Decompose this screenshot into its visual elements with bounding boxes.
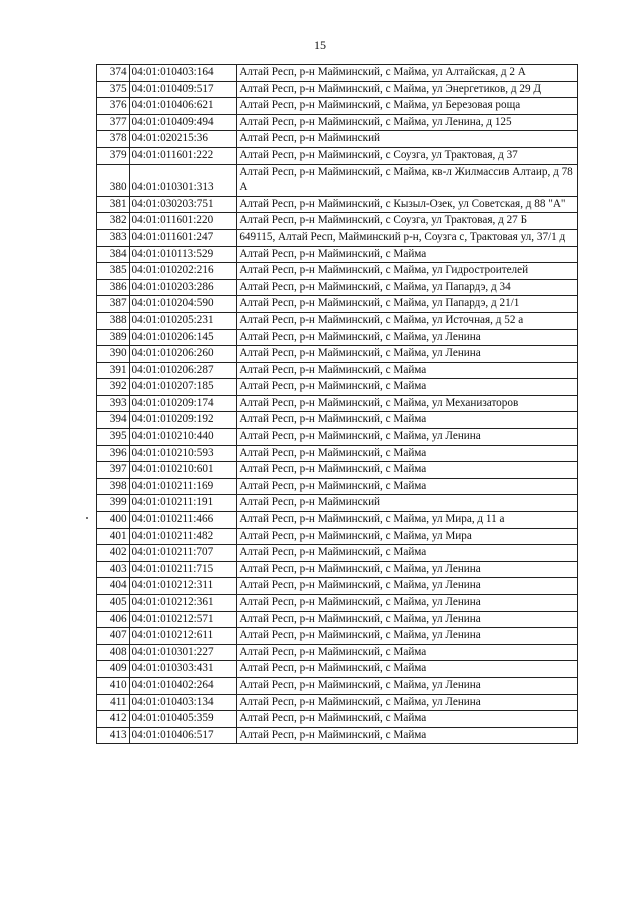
cadastral-number-cell: 04:01:010211:707 xyxy=(129,545,237,562)
row-number-cell: 381 xyxy=(97,196,130,213)
cadastral-number-cell: 04:01:010202:216 xyxy=(129,263,237,280)
table-row xyxy=(97,727,578,744)
cadastral-number-cell: 04:01:010405:359 xyxy=(129,711,237,728)
address-cell: Алтай Респ, р-н Майминский, с Майма xyxy=(237,545,578,562)
cadastral-number-cell: 04:01:010205:231 xyxy=(129,312,237,329)
row-number-cell: 402 xyxy=(97,545,130,562)
cadastral-number-cell: 04:01:011601:220 xyxy=(129,213,237,230)
row-number-cell: 391 xyxy=(97,362,130,379)
cadastral-number-cell: 04:01:030203:751 xyxy=(129,196,237,213)
row-number-cell: 389 xyxy=(97,329,130,346)
address-cell: Алтай Респ, р-н Майминский, с Майма, ул Ленина xyxy=(237,611,578,628)
row-number-cell: 407 xyxy=(97,628,130,645)
address-cell: Алтай Респ, р-н Майминский, с Майма, ул Гидростроителей xyxy=(237,263,578,280)
table-row xyxy=(97,644,578,661)
address-cell: Алтай Респ, р-н Майминский, с Майма, ул Ленина xyxy=(237,429,578,446)
table-row xyxy=(97,131,578,148)
row-number-cell: 413 xyxy=(97,727,130,744)
address-cell: Алтай Респ, р-н Майминский, с Майма, ул Ленина xyxy=(237,561,578,578)
address-cell: Алтай Респ, р-н Майминский, с Соузга, ул Трактовая, д 27 Б xyxy=(237,213,578,230)
cadastral-number-cell: 04:01:010409:517 xyxy=(129,81,237,98)
cadastral-number-cell: 04:01:010301:313 xyxy=(129,164,237,196)
table-row xyxy=(97,528,578,545)
table-row xyxy=(97,445,578,462)
row-number-cell: 390 xyxy=(97,346,130,363)
row-number-cell: 403 xyxy=(97,561,130,578)
address-cell: Алтай Респ, р-н Майминский, с Майма xyxy=(237,478,578,495)
address-cell: Алтай Респ, р-н Майминский, с Майма, ул Ленина xyxy=(237,628,578,645)
cadastral-number-cell: 04:01:010211:191 xyxy=(129,495,237,512)
address-cell: Алтай Респ, р-н Майминский, с Соузга, ул Трактовая, д 37 xyxy=(237,147,578,164)
row-number-cell: 396 xyxy=(97,445,130,462)
row-number-cell: 406 xyxy=(97,611,130,628)
row-number-cell: 385 xyxy=(97,263,130,280)
cadastral-number-cell: 04:01:010210:440 xyxy=(129,429,237,446)
row-number-cell: 395 xyxy=(97,429,130,446)
address-cell: Алтай Респ, р-н Майминский xyxy=(237,131,578,148)
address-cell: Алтай Респ, р-н Майминский, с Майма, ул Ленина xyxy=(237,578,578,595)
cadastral-number-cell: 04:01:010206:145 xyxy=(129,329,237,346)
cadastral-number-cell: 04:01:010209:192 xyxy=(129,412,237,429)
address-cell: Алтай Респ, р-н Майминский, с Майма xyxy=(237,445,578,462)
row-number-cell: 408 xyxy=(97,644,130,661)
row-number-cell: 412 xyxy=(97,711,130,728)
address-cell: Алтай Респ, р-н Майминский, с Майма, ул Механизаторов xyxy=(237,395,578,412)
cadastral-number-cell: 04:01:010406:517 xyxy=(129,727,237,744)
address-cell: Алтай Респ, р-н Майминский, с Кызыл-Озек, ул Советская, д 88 "А" xyxy=(237,196,578,213)
table-row xyxy=(97,213,578,230)
row-number-cell: 376 xyxy=(97,98,130,115)
cadastral-number-cell: 04:01:010212:571 xyxy=(129,611,237,628)
row-number-cell: 400 xyxy=(97,512,130,529)
table-row xyxy=(97,312,578,329)
row-number-cell: 387 xyxy=(97,296,130,313)
cadastral-number-cell: 04:01:010207:185 xyxy=(129,379,237,396)
cadastral-number-cell: 04:01:010212:311 xyxy=(129,578,237,595)
cadastral-number-cell: 04:01:010204:590 xyxy=(129,296,237,313)
row-number-cell: 375 xyxy=(97,81,130,98)
cadastral-number-cell: 04:01:010206:260 xyxy=(129,346,237,363)
table-row xyxy=(97,512,578,529)
table-row xyxy=(97,164,578,196)
table-row xyxy=(97,412,578,429)
cadastral-number-cell: 04:01:010203:286 xyxy=(129,279,237,296)
address-cell: Алтай Респ, р-н Майминский, с Майма, ул Ленина xyxy=(237,694,578,711)
row-number-cell: 394 xyxy=(97,412,130,429)
table-row xyxy=(97,628,578,645)
table-row xyxy=(97,147,578,164)
table-row xyxy=(97,711,578,728)
address-cell: Алтай Респ, р-н Майминский, с Майма xyxy=(237,727,578,744)
address-cell: 649115, Алтай Респ, Майминский р-н, Соузга с, Трактовая ул, 37/1 д xyxy=(237,229,578,246)
page-number: 15 xyxy=(314,38,326,52)
row-number-cell: 380 xyxy=(97,164,130,196)
row-number-cell: 383 xyxy=(97,229,130,246)
row-number-cell: 397 xyxy=(97,462,130,479)
cadastral-number-cell: 04:01:010409:494 xyxy=(129,114,237,131)
cadastral-number-cell: 04:01:020215:36 xyxy=(129,131,237,148)
address-cell: Алтай Респ, р-н Майминский, с Майма, ул Ленина, д 125 xyxy=(237,114,578,131)
row-number-cell: 409 xyxy=(97,661,130,678)
margin-mark xyxy=(86,517,88,519)
table-row xyxy=(97,296,578,313)
table-row xyxy=(97,98,578,115)
table-row xyxy=(97,196,578,213)
table-row xyxy=(97,329,578,346)
row-number-cell: 382 xyxy=(97,213,130,230)
table-row xyxy=(97,429,578,446)
table-row xyxy=(97,229,578,246)
address-cell: Алтай Респ, р-н Майминский, с Майма, ул Источная, д 52 а xyxy=(237,312,578,329)
table-row xyxy=(97,561,578,578)
table-row xyxy=(97,346,578,363)
cadastral-number-cell: 04:01:011601:222 xyxy=(129,147,237,164)
address-cell: Алтай Респ, р-н Майминский, с Майма, ул Березовая роща xyxy=(237,98,578,115)
row-number-cell: 377 xyxy=(97,114,130,131)
row-number-cell: 410 xyxy=(97,677,130,694)
address-cell: Алтай Респ, р-н Майминский, с Майма, ул Энергетиков, д 29 Д xyxy=(237,81,578,98)
row-number-cell: 401 xyxy=(97,528,130,545)
table-row xyxy=(97,379,578,396)
table-row xyxy=(97,462,578,479)
row-number-cell: 374 xyxy=(97,65,130,82)
table-row xyxy=(97,81,578,98)
table-row xyxy=(97,661,578,678)
address-cell: Алтай Респ, р-н Майминский, с Майма, ул Ленина xyxy=(237,346,578,363)
table-row xyxy=(97,545,578,562)
table-row xyxy=(97,395,578,412)
address-cell: Алтай Респ, р-н Майминский, с Майма xyxy=(237,711,578,728)
cadastral-number-cell: 04:01:010403:164 xyxy=(129,65,237,82)
address-cell: Алтай Респ, р-н Майминский, с Майма xyxy=(237,379,578,396)
table-row xyxy=(97,495,578,512)
address-cell: Алтай Респ, р-н Майминский, с Майма xyxy=(237,412,578,429)
address-cell: Алтай Респ, р-н Майминский, с Майма, кв-л Жилмассив Алтаир, д 78 А xyxy=(237,164,578,196)
table-body xyxy=(97,65,578,744)
table-row xyxy=(97,677,578,694)
cadastral-number-cell: 04:01:010209:174 xyxy=(129,395,237,412)
row-number-cell: 405 xyxy=(97,595,130,612)
cadastral-number-cell: 04:01:010211:169 xyxy=(129,478,237,495)
row-number-cell: 398 xyxy=(97,478,130,495)
table-row xyxy=(97,578,578,595)
address-cell: Алтай Респ, р-н Майминский xyxy=(237,495,578,512)
cadastral-number-cell: 04:01:010206:287 xyxy=(129,362,237,379)
row-number-cell: 392 xyxy=(97,379,130,396)
address-cell: Алтай Респ, р-н Майминский, с Майма xyxy=(237,462,578,479)
cadastral-number-cell: 04:01:010211:466 xyxy=(129,512,237,529)
property-register-table xyxy=(96,64,578,744)
address-cell: Алтай Респ, р-н Майминский, с Майма xyxy=(237,644,578,661)
address-cell: Алтай Респ, р-н Майминский, с Майма xyxy=(237,246,578,263)
table-row xyxy=(97,279,578,296)
table-row xyxy=(97,246,578,263)
row-number-cell: 379 xyxy=(97,147,130,164)
address-cell: Алтай Респ, р-н Майминский, с Майма, ул Мира, д 11 а xyxy=(237,512,578,529)
cadastral-number-cell: 04:01:010210:593 xyxy=(129,445,237,462)
table-row xyxy=(97,114,578,131)
table-row xyxy=(97,263,578,280)
row-number-cell: 393 xyxy=(97,395,130,412)
cadastral-number-cell: 04:01:010211:715 xyxy=(129,561,237,578)
row-number-cell: 386 xyxy=(97,279,130,296)
cadastral-number-cell: 04:01:010113:529 xyxy=(129,246,237,263)
cadastral-number-cell: 04:01:010303:431 xyxy=(129,661,237,678)
cadastral-number-cell: 04:01:010212:361 xyxy=(129,595,237,612)
cadastral-number-cell: 04:01:010212:611 xyxy=(129,628,237,645)
table-row xyxy=(97,478,578,495)
cadastral-number-cell: 04:01:010403:134 xyxy=(129,694,237,711)
row-number-cell: 388 xyxy=(97,312,130,329)
table-row xyxy=(97,611,578,628)
cadastral-number-cell: 04:01:010211:482 xyxy=(129,528,237,545)
row-number-cell: 384 xyxy=(97,246,130,263)
table-row xyxy=(97,362,578,379)
address-cell: Алтай Респ, р-н Майминский, с Майма, ул Папардэ, д 21/1 xyxy=(237,296,578,313)
address-cell: Алтай Респ, р-н Майминский, с Майма, ул Мира xyxy=(237,528,578,545)
address-cell: Алтай Респ, р-н Майминский, с Майма, ул Алтайская, д 2 А xyxy=(237,65,578,82)
address-cell: Алтай Респ, р-н Майминский, с Майма xyxy=(237,362,578,379)
table-row xyxy=(97,65,578,82)
row-number-cell: 411 xyxy=(97,694,130,711)
cadastral-number-cell: 04:01:010406:621 xyxy=(129,98,237,115)
row-number-cell: 399 xyxy=(97,495,130,512)
address-cell: Алтай Респ, р-н Майминский, с Майма, ул Ленина xyxy=(237,329,578,346)
table-row xyxy=(97,694,578,711)
address-cell: Алтай Респ, р-н Майминский, с Майма, ул Ленина xyxy=(237,595,578,612)
cadastral-number-cell: 04:01:010210:601 xyxy=(129,462,237,479)
cadastral-number-cell: 04:01:010402:264 xyxy=(129,677,237,694)
address-cell: Алтай Респ, р-н Майминский, с Майма, ул Папардэ, д 34 xyxy=(237,279,578,296)
cadastral-number-cell: 04:01:011601:247 xyxy=(129,229,237,246)
row-number-cell: 378 xyxy=(97,131,130,148)
address-cell: Алтай Респ, р-н Майминский, с Майма, ул Ленина xyxy=(237,677,578,694)
table-row xyxy=(97,595,578,612)
address-cell: Алтай Респ, р-н Майминский, с Майма xyxy=(237,661,578,678)
cadastral-number-cell: 04:01:010301:227 xyxy=(129,644,237,661)
row-number-cell: 404 xyxy=(97,578,130,595)
